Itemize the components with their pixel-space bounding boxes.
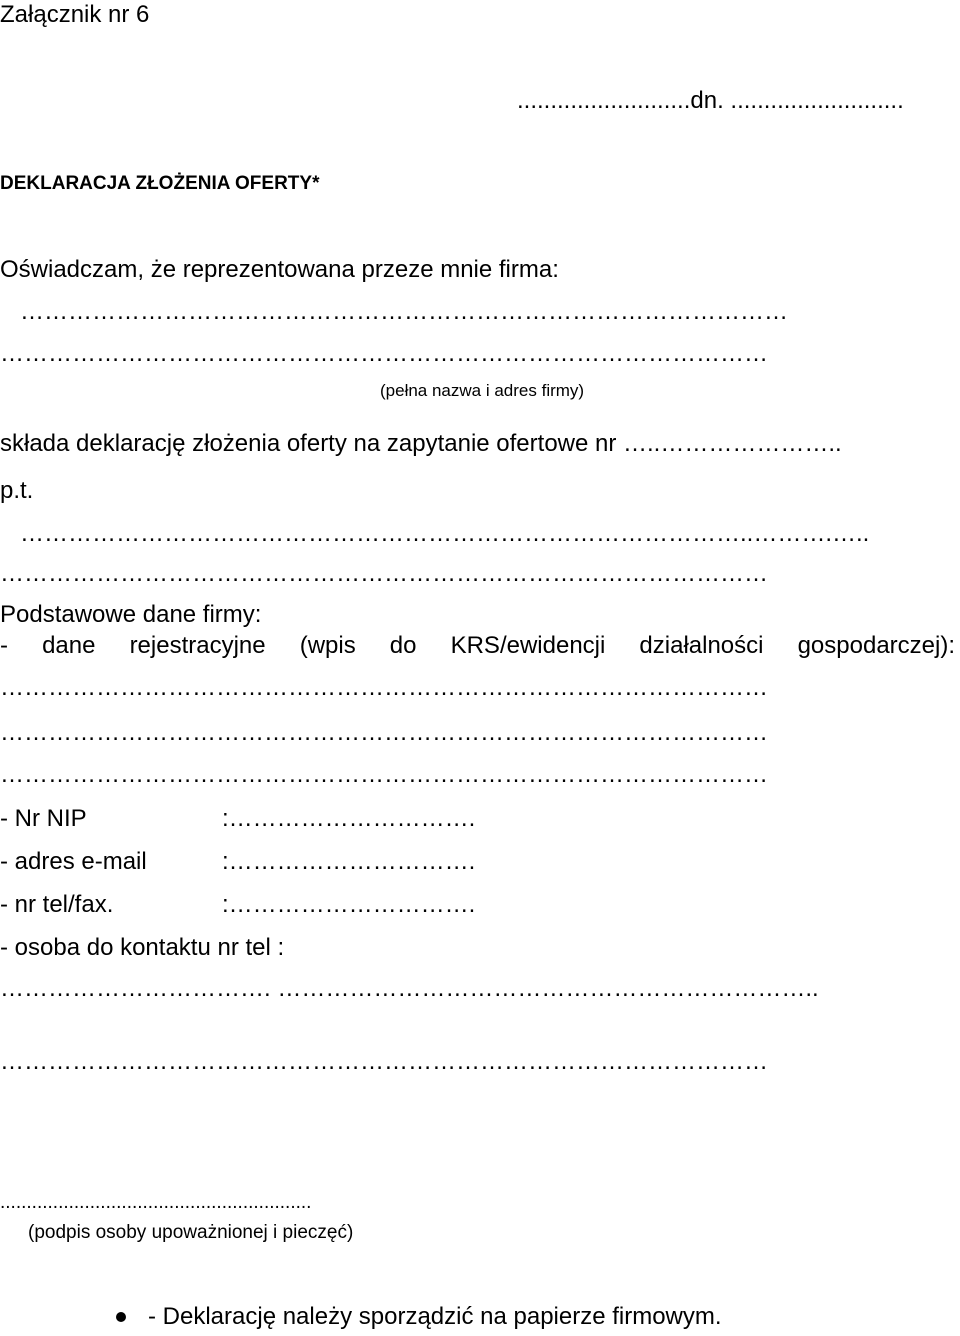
email-field[interactable]: :…………………………. [222,850,476,874]
date-place-line: ..........................dn. .......................... [517,87,904,114]
contact-person-line-1[interactable]: ……………………………. ………………………………………………………….. [0,977,819,1001]
bullet-icon [116,1312,126,1322]
email-label: - adres e-mail [0,848,147,875]
document-title: DEKLARACJA ZŁOŻENIA OFERTY* [0,173,320,194]
tel-fax-field[interactable]: :…………………………. [222,893,476,917]
contact-person-line-2[interactable]: …………………………………………………………………………………… [0,1050,768,1074]
footnote: - Deklarację należy sporządzić na papierze firmowym. [148,1303,722,1330]
contact-person-label: - osoba do kontaktu nr tel : [0,934,285,961]
pt-label: p.t. [0,477,34,504]
attachment-label: Załącznik nr 6 [0,1,150,28]
declaration-statement: składa deklarację złożenia oferty na zapytanie ofertowe nr …..………………….. [0,430,842,457]
pt-line-1[interactable]: ………………………………………………………………………………..……….….. [20,522,870,546]
basic-data-heading: Podstawowe dane firmy: [0,601,262,628]
declaration-intro: Oświadczam, że reprezentowana przeze mnie firma: [0,256,559,283]
pt-line-2[interactable]: …………………………………………………………………………………… [0,562,768,586]
signature-caption: (podpis osoby upoważnionej i pieczęć) [28,1222,354,1243]
registration-line-2[interactable]: …………………………………………………………………………………… [0,721,768,745]
registration-label: - dane rejestracyjne (wpis do KRS/ewidencji działalności gospodarczej): [0,632,955,659]
nip-field[interactable]: :…………………………. [222,807,476,831]
signature-line: ........................................................... [0,1192,312,1213]
registration-line-1[interactable]: …………………………………………………………………………………… [0,676,768,700]
nip-label: - Nr NIP [0,805,87,832]
firm-name-line-2[interactable]: …………………………………………………………………………………… [0,342,768,366]
registration-line-3[interactable]: …………………………………………………………………………………… [0,763,768,787]
firm-caption: (pełna nazwa i adres firmy) [380,381,585,400]
tel-fax-label: - nr tel/fax. [0,891,114,918]
firm-name-line-1[interactable]: …………………………………………………………………………………… [20,300,788,324]
